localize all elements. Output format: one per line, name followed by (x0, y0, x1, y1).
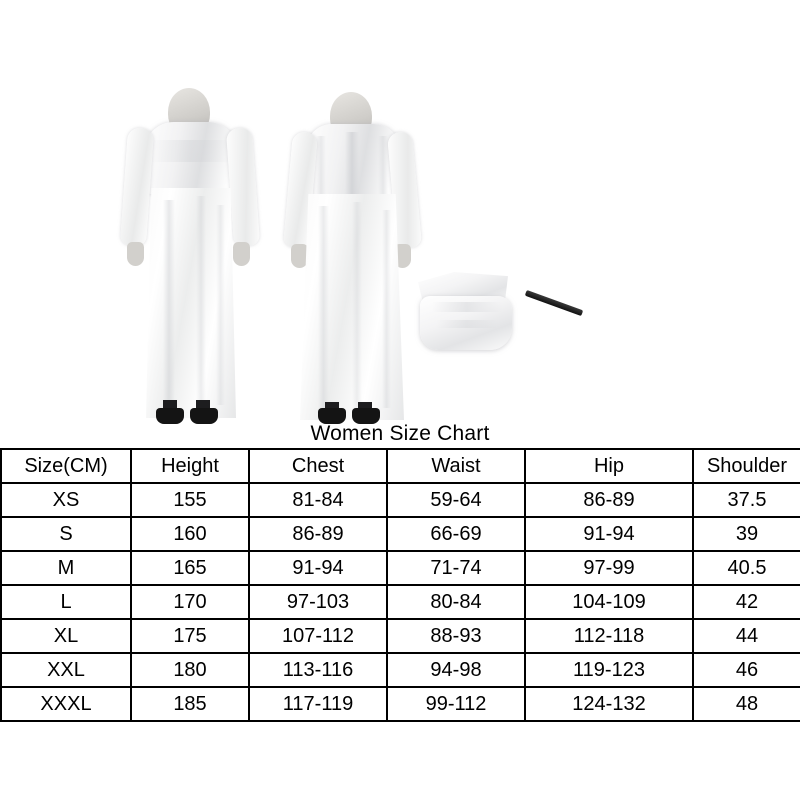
cell-size: S (1, 517, 131, 551)
table-row (1, 483, 800, 517)
cell-hip: 91-94 (525, 517, 693, 551)
cell-height: 165 (131, 551, 249, 585)
cell-shoulder: 48 (693, 687, 800, 721)
cell-hip: 86-89 (525, 483, 693, 517)
table-row (1, 517, 800, 551)
cell-waist: 66-69 (387, 517, 525, 551)
column-header-shoulder: Shoulder (693, 449, 800, 483)
cell-hip: 104-109 (525, 585, 693, 619)
table-row (1, 585, 800, 619)
table-row (1, 687, 800, 721)
cell-chest: 117-119 (249, 687, 387, 721)
cell-shoulder: 39 (693, 517, 800, 551)
table-header-row (1, 449, 800, 483)
size-chart-title: Women Size Chart (310, 422, 490, 445)
cell-shoulder: 46 (693, 653, 800, 687)
cell-height: 160 (131, 517, 249, 551)
size-chart-table (0, 448, 800, 722)
cell-shoulder: 37.5 (693, 483, 800, 517)
cell-hip: 119-123 (525, 653, 693, 687)
cell-size: XS (1, 483, 131, 517)
column-header-hip: Hip (525, 449, 693, 483)
cell-height: 170 (131, 585, 249, 619)
cell-chest: 81-84 (249, 483, 387, 517)
cell-shoulder: 44 (693, 619, 800, 653)
cell-height: 185 (131, 687, 249, 721)
cell-chest: 97-103 (249, 585, 387, 619)
cell-height: 180 (131, 653, 249, 687)
cell-waist: 99-112 (387, 687, 525, 721)
cell-chest: 107-112 (249, 619, 387, 653)
table-row (1, 551, 800, 585)
table-row (1, 619, 800, 653)
column-header-waist: Waist (387, 449, 525, 483)
cell-height: 155 (131, 483, 249, 517)
cell-waist: 71-74 (387, 551, 525, 585)
cell-shoulder: 42 (693, 585, 800, 619)
cell-size: M (1, 551, 131, 585)
cell-waist: 94-98 (387, 653, 525, 687)
cell-shoulder: 40.5 (693, 551, 800, 585)
cell-waist: 59-64 (387, 483, 525, 517)
cell-hip: 124-132 (525, 687, 693, 721)
cell-height: 175 (131, 619, 249, 653)
cell-chest: 86-89 (249, 517, 387, 551)
cell-chest: 91-94 (249, 551, 387, 585)
cell-chest: 113-116 (249, 653, 387, 687)
cell-waist: 88-93 (387, 619, 525, 653)
cell-hip: 112-118 (525, 619, 693, 653)
table-row (1, 653, 800, 687)
cell-hip: 97-99 (525, 551, 693, 585)
column-header-size: Size(CM) (1, 449, 131, 483)
cell-size: XXXL (1, 687, 131, 721)
cell-size: XL (1, 619, 131, 653)
column-header-height: Height (131, 449, 249, 483)
column-header-chest: Chest (249, 449, 387, 483)
cell-size: L (1, 585, 131, 619)
cell-waist: 80-84 (387, 585, 525, 619)
cell-size: XXL (1, 653, 131, 687)
